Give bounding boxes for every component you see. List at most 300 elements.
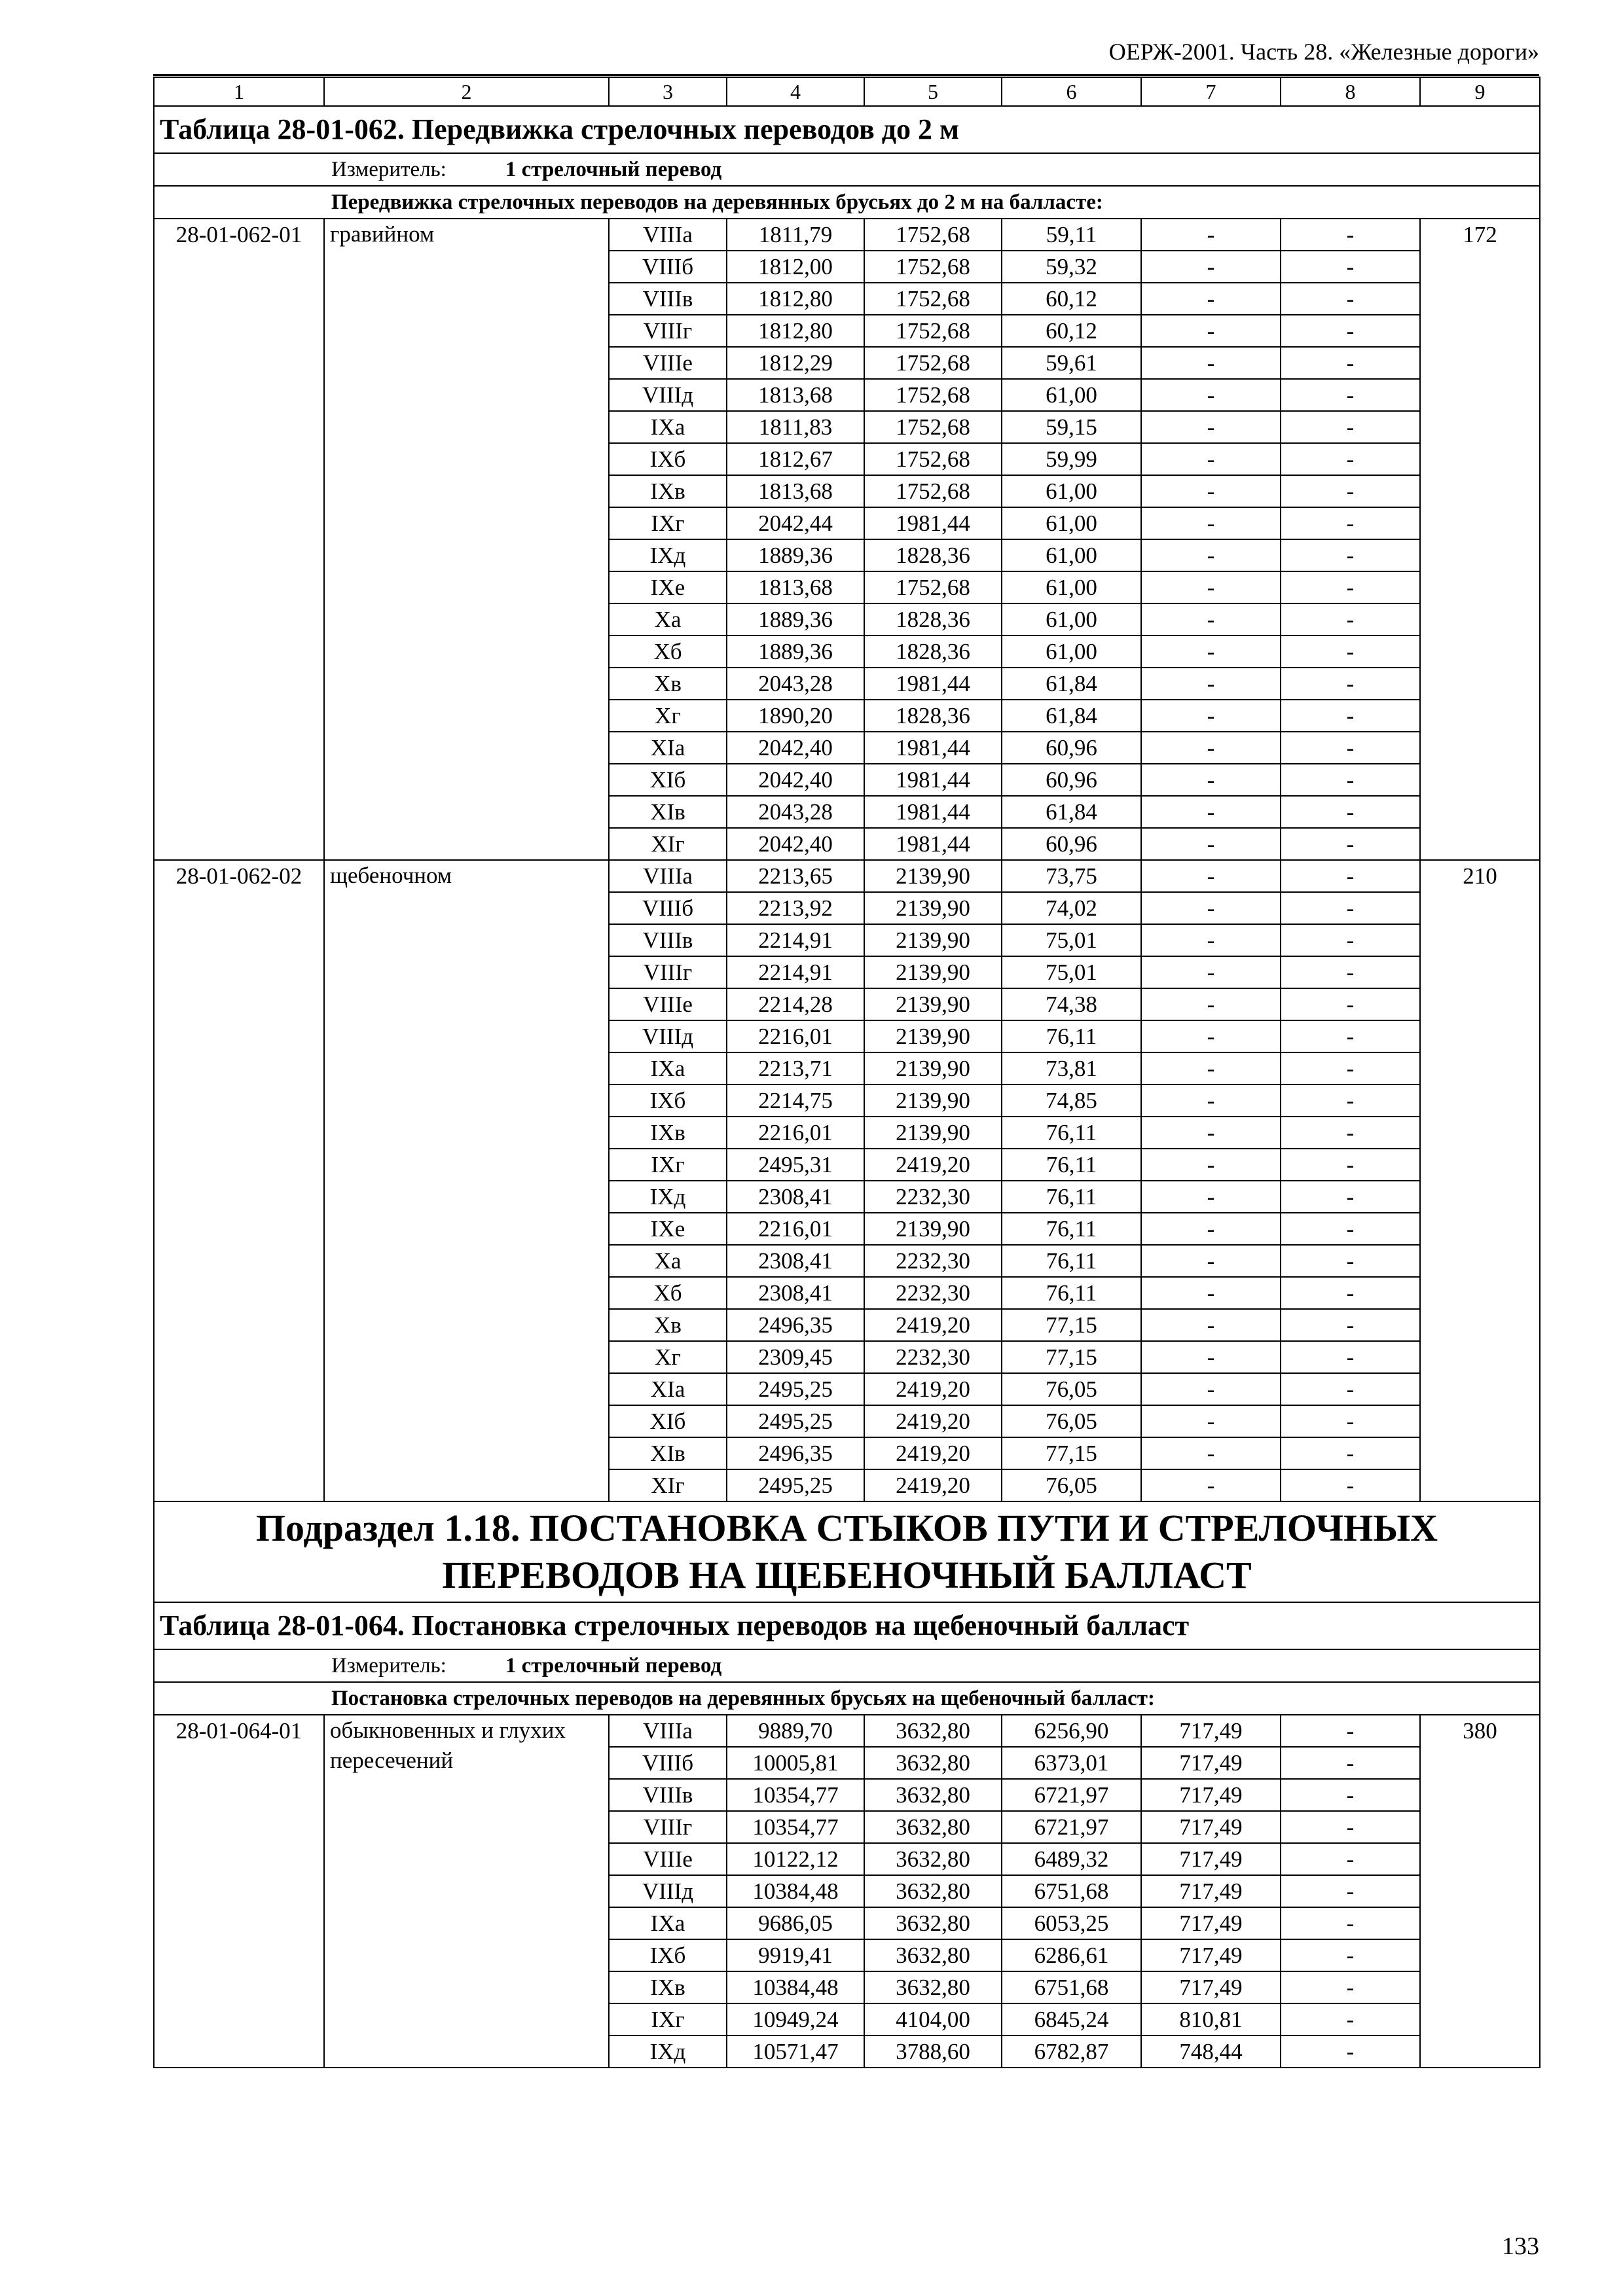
cell-value: 2213,92: [727, 892, 864, 924]
cell-value: -: [1141, 1341, 1281, 1373]
switch-type: IXв: [609, 1117, 727, 1149]
cell-value: -: [1141, 251, 1281, 283]
cell-value: -: [1141, 732, 1281, 764]
cell-value: -: [1281, 1149, 1420, 1181]
cell-value: 717,49: [1141, 1907, 1281, 1939]
cell-value: -: [1281, 1245, 1420, 1277]
cell-value: 6721,97: [1002, 1779, 1141, 1811]
cell-value: 2216,01: [727, 1020, 864, 1052]
switch-type: Xа: [609, 603, 727, 636]
header-rule: [153, 74, 1539, 76]
cell-value: -: [1281, 1309, 1420, 1341]
switch-type: XIб: [609, 764, 727, 796]
rate-code: 28-01-062-02: [154, 860, 324, 1501]
cell-value: 717,49: [1141, 1843, 1281, 1875]
cell-value: 61,84: [1002, 668, 1141, 700]
subheading-row: [154, 1682, 1540, 1715]
column-number: 1: [154, 77, 324, 106]
switch-type: VIIIа: [609, 860, 727, 892]
switch-type: VIIIб: [609, 251, 727, 283]
cell-value: 1828,36: [864, 636, 1002, 668]
norms-table: [153, 77, 1541, 2068]
cell-value: -: [1281, 411, 1420, 443]
cell-value: -: [1281, 1341, 1420, 1373]
cell-value: 1752,68: [864, 571, 1002, 603]
cell-value: 1812,00: [727, 251, 864, 283]
cell-value: 77,15: [1002, 1309, 1141, 1341]
switch-type: XIг: [609, 828, 727, 860]
cell-value: 717,49: [1141, 1939, 1281, 1971]
cell-value: -: [1141, 924, 1281, 956]
rate-code: 28-01-064-01: [154, 1715, 324, 2068]
cell-value: 6721,97: [1002, 1811, 1141, 1843]
cell-value: 10354,77: [727, 1811, 864, 1843]
cell-value: 717,49: [1141, 1779, 1281, 1811]
cell-value: -: [1141, 1149, 1281, 1181]
cell-value: -: [1141, 443, 1281, 475]
cell-value: 59,11: [1002, 219, 1141, 251]
switch-type: VIIIв: [609, 1779, 727, 1811]
cell-value: 74,85: [1002, 1085, 1141, 1117]
cell-value: 3632,80: [864, 1843, 1002, 1875]
switch-type: VIIIе: [609, 1843, 727, 1875]
section-title: Подраздел 1.18. ПОСТАНОВКА СТЫКОВ ПУТИ И СТРЕЛОЧНЫХ ПЕРЕВОДОВ НА ЩЕБЕНОЧНЫЙ БАЛЛАСТ: [154, 1501, 1540, 1602]
switch-type: Xв: [609, 1309, 727, 1341]
cell-value: 3632,80: [864, 1971, 1002, 2003]
cell-value: 1981,44: [864, 507, 1002, 539]
cell-value: 2308,41: [727, 1181, 864, 1213]
cell-value: -: [1281, 1747, 1420, 1779]
cell-value: 2309,45: [727, 1341, 864, 1373]
cell-value: 1889,36: [727, 539, 864, 571]
cell-value: -: [1281, 636, 1420, 668]
cell-value: 60,12: [1002, 283, 1141, 315]
switch-type: VIIIе: [609, 988, 727, 1020]
switch-type: Xг: [609, 1341, 727, 1373]
switch-type: XIа: [609, 1373, 727, 1405]
cell-value: 1981,44: [864, 828, 1002, 860]
cell-value: -: [1281, 1405, 1420, 1437]
cell-value: 2042,40: [727, 764, 864, 796]
cell-value: 2496,35: [727, 1309, 864, 1341]
switch-type: VIIIг: [609, 315, 727, 347]
cell-value: 75,01: [1002, 924, 1141, 956]
cell-value: 2214,91: [727, 924, 864, 956]
switch-type: IXд: [609, 539, 727, 571]
table-title-row: [154, 1602, 1540, 1649]
cell-value: 2496,35: [727, 1437, 864, 1469]
table-row: [154, 219, 1540, 251]
cell-value: -: [1141, 475, 1281, 507]
cell-value: 60,96: [1002, 828, 1141, 860]
switch-type: IXг: [609, 2003, 727, 2036]
cell-value: 1813,68: [727, 571, 864, 603]
cell-value: 1890,20: [727, 700, 864, 732]
switch-type: IXг: [609, 507, 727, 539]
section-title-row: [154, 1501, 1540, 1602]
cell-value: -: [1281, 796, 1420, 828]
cell-value: 2043,28: [727, 668, 864, 700]
cell-value: 61,00: [1002, 603, 1141, 636]
cell-value: 2495,25: [727, 1373, 864, 1405]
cell-value: -: [1281, 1811, 1420, 1843]
cell-value: -: [1141, 1181, 1281, 1213]
cell-value: 717,49: [1141, 1715, 1281, 1747]
cell-value: -: [1281, 892, 1420, 924]
rate-name: щебеночном: [324, 860, 609, 1501]
cell-value: 59,32: [1002, 251, 1141, 283]
cell-value: 1981,44: [864, 732, 1002, 764]
cell-value: -: [1281, 1117, 1420, 1149]
switch-type: IXа: [609, 411, 727, 443]
cell-value: -: [1141, 1052, 1281, 1085]
rate-name: обыкновенных и глухих пересечений: [324, 1715, 609, 2068]
cell-value: 1811,83: [727, 411, 864, 443]
column-number: 5: [864, 77, 1002, 106]
cell-value: 76,11: [1002, 1245, 1141, 1277]
cell-value: 10005,81: [727, 1747, 864, 1779]
cell-value: -: [1141, 956, 1281, 988]
cell-value: 1813,68: [727, 475, 864, 507]
switch-type: IXа: [609, 1052, 727, 1085]
cell-value: -: [1141, 1213, 1281, 1245]
cell-value: -: [1281, 2036, 1420, 2068]
cell-value: 9889,70: [727, 1715, 864, 1747]
cell-value: -: [1141, 283, 1281, 315]
cell-value: 3632,80: [864, 1939, 1002, 1971]
cell-value: 2232,30: [864, 1341, 1002, 1373]
switch-type: VIIIд: [609, 1020, 727, 1052]
cell-value: 2495,25: [727, 1405, 864, 1437]
cell-value: -: [1281, 1939, 1420, 1971]
cell-value: 3632,80: [864, 1811, 1002, 1843]
cell-value: 1981,44: [864, 668, 1002, 700]
column-number: 8: [1281, 77, 1420, 106]
cell-value: 76,11: [1002, 1117, 1141, 1149]
rate-code: 28-01-062-01: [154, 219, 324, 860]
column-number-row: [154, 77, 1540, 106]
cell-value: -: [1141, 636, 1281, 668]
cell-value: -: [1141, 219, 1281, 251]
cell-value: 2214,91: [727, 956, 864, 988]
subheading-row: [154, 186, 1540, 219]
cell-value: 2042,40: [727, 732, 864, 764]
cell-value: 2213,71: [727, 1052, 864, 1085]
document-sheet: [153, 77, 1539, 2068]
switch-type: IXд: [609, 2036, 727, 2068]
switch-type: IXб: [609, 1939, 727, 1971]
cell-value: 2213,65: [727, 860, 864, 892]
cell-value: 2139,90: [864, 892, 1002, 924]
cell-value: -: [1141, 1245, 1281, 1277]
cell-value: -: [1281, 603, 1420, 636]
cell-value: 1752,68: [864, 411, 1002, 443]
cell-value: 2139,90: [864, 1052, 1002, 1085]
cell-value: 73,81: [1002, 1052, 1141, 1085]
switch-type: Xг: [609, 700, 727, 732]
running-title: ОЕРЖ-2001. Часть 28. «Железные дороги»: [1108, 39, 1539, 65]
table-subheading: Передвижка стрелочных переводов на деревянных брусьях до 2 м на балласте:: [154, 186, 1540, 219]
cell-value: 1889,36: [727, 636, 864, 668]
table-title-row: [154, 106, 1540, 153]
cell-value: 3632,80: [864, 1907, 1002, 1939]
cell-value: -: [1281, 1907, 1420, 1939]
cell-value: 2308,41: [727, 1245, 864, 1277]
column-number: 2: [324, 77, 609, 106]
cell-value: 59,15: [1002, 411, 1141, 443]
switch-type: IXв: [609, 475, 727, 507]
meter-label: Измеритель:: [331, 1654, 447, 1677]
cell-value: -: [1141, 1277, 1281, 1309]
meter-value: 1 стрелочный перевод: [505, 158, 722, 181]
cell-value: 61,00: [1002, 379, 1141, 411]
cell-value: -: [1281, 507, 1420, 539]
cell-value: 2495,25: [727, 1469, 864, 1501]
cell-value: 2308,41: [727, 1277, 864, 1309]
cell-value: -: [1141, 892, 1281, 924]
cell-value: 1828,36: [864, 539, 1002, 571]
cell-value: 3632,80: [864, 1747, 1002, 1779]
cell-value: 1828,36: [864, 603, 1002, 636]
cell-value: 76,11: [1002, 1181, 1141, 1213]
switch-type: VIIIе: [609, 347, 727, 379]
table-subheading: Постановка стрелочных переводов на деревянных брусьях на щебеночный балласт:: [154, 1682, 1540, 1715]
cell-value: 60,96: [1002, 764, 1141, 796]
table-body: [154, 77, 1540, 2068]
switch-type: XIа: [609, 732, 727, 764]
cell-value: 6751,68: [1002, 1971, 1141, 2003]
cell-value: 76,05: [1002, 1405, 1141, 1437]
cell-value: -: [1281, 571, 1420, 603]
cell-value: 1752,68: [864, 283, 1002, 315]
cell-value: 2139,90: [864, 956, 1002, 988]
cell-value: -: [1141, 668, 1281, 700]
cell-value: -: [1141, 379, 1281, 411]
cell-value: 76,11: [1002, 1020, 1141, 1052]
cell-value: 1752,68: [864, 219, 1002, 251]
cell-value: 10949,24: [727, 2003, 864, 2036]
cell-value: -: [1281, 219, 1420, 251]
cell-value: 74,38: [1002, 988, 1141, 1020]
cell-value: 3788,60: [864, 2036, 1002, 2068]
cell-value: -: [1141, 1085, 1281, 1117]
switch-type: VIIIв: [609, 283, 727, 315]
switch-type: XIв: [609, 796, 727, 828]
cell-value: 6751,68: [1002, 1875, 1141, 1907]
cell-value: 77,15: [1002, 1437, 1141, 1469]
cell-value: 10122,12: [727, 1843, 864, 1875]
table-row: [154, 1715, 1540, 1747]
cell-value: -: [1281, 668, 1420, 700]
cell-value: 10354,77: [727, 1779, 864, 1811]
switch-type: VIIIд: [609, 379, 727, 411]
switch-type: XIб: [609, 1405, 727, 1437]
cell-value: 2139,90: [864, 1117, 1002, 1149]
cell-value: 73,75: [1002, 860, 1141, 892]
table-title: Таблица 28-01-064. Постановка стрелочных переводов на щебеночный балласт: [154, 1602, 1540, 1649]
cell-value: 1812,80: [727, 283, 864, 315]
cell-value: -: [1281, 732, 1420, 764]
cell-value: -: [1141, 828, 1281, 860]
rate-name: гравийном: [324, 219, 609, 860]
cell-value: -: [1281, 860, 1420, 892]
cell-value: -: [1141, 796, 1281, 828]
cell-value: 3632,80: [864, 1875, 1002, 1907]
table-title: Таблица 28-01-062. Передвижка стрелочных переводов до 2 м: [154, 106, 1540, 153]
cell-value: 61,00: [1002, 539, 1141, 571]
cell-value: -: [1141, 315, 1281, 347]
cell-value: 2139,90: [864, 860, 1002, 892]
cell-value: 2139,90: [864, 988, 1002, 1020]
switch-type: VIIIб: [609, 892, 727, 924]
column-9-value: 172: [1420, 219, 1540, 860]
cell-value: 1752,68: [864, 443, 1002, 475]
cell-value: 2419,20: [864, 1149, 1002, 1181]
switch-type: IXд: [609, 1181, 727, 1213]
cell-value: 2495,31: [727, 1149, 864, 1181]
cell-value: 74,02: [1002, 892, 1141, 924]
table-row: [154, 860, 1540, 892]
cell-value: 3632,80: [864, 1779, 1002, 1811]
cell-value: 1889,36: [727, 603, 864, 636]
switch-type: Xв: [609, 668, 727, 700]
cell-value: 1752,68: [864, 315, 1002, 347]
meter-label: Измеритель:: [331, 158, 447, 181]
cell-value: -: [1281, 764, 1420, 796]
cell-value: 77,15: [1002, 1341, 1141, 1373]
column-9-value: 380: [1420, 1715, 1540, 2068]
cell-value: 717,49: [1141, 1971, 1281, 2003]
cell-value: -: [1281, 1971, 1420, 2003]
column-9-value: 210: [1420, 860, 1540, 1501]
column-number: 4: [727, 77, 864, 106]
cell-value: 2419,20: [864, 1309, 1002, 1341]
switch-type: IXг: [609, 1149, 727, 1181]
cell-value: 2419,20: [864, 1405, 1002, 1437]
cell-value: 59,61: [1002, 347, 1141, 379]
switch-type: VIIIа: [609, 219, 727, 251]
cell-value: 76,11: [1002, 1149, 1141, 1181]
cell-value: 2216,01: [727, 1213, 864, 1245]
column-number: 6: [1002, 77, 1141, 106]
switch-type: VIIIа: [609, 1715, 727, 1747]
cell-value: 717,49: [1141, 1747, 1281, 1779]
cell-value: 61,00: [1002, 507, 1141, 539]
cell-value: 6373,01: [1002, 1747, 1141, 1779]
meter-line: [154, 153, 1540, 186]
cell-value: -: [1141, 1437, 1281, 1469]
cell-value: 61,00: [1002, 636, 1141, 668]
cell-value: -: [1281, 1277, 1420, 1309]
cell-value: -: [1281, 475, 1420, 507]
cell-value: -: [1281, 1052, 1420, 1085]
switch-type: IXе: [609, 571, 727, 603]
cell-value: -: [1141, 1469, 1281, 1501]
cell-value: 61,84: [1002, 700, 1141, 732]
cell-value: -: [1281, 1469, 1420, 1501]
switch-type: VIIIб: [609, 1747, 727, 1779]
switch-type: VIIIг: [609, 1811, 727, 1843]
cell-value: 2139,90: [864, 924, 1002, 956]
cell-value: 2042,44: [727, 507, 864, 539]
cell-value: -: [1141, 539, 1281, 571]
cell-value: 10384,48: [727, 1875, 864, 1907]
cell-value: -: [1281, 1373, 1420, 1405]
column-number: 7: [1141, 77, 1281, 106]
cell-value: 2419,20: [864, 1373, 1002, 1405]
switch-type: VIIIг: [609, 956, 727, 988]
meter-value: 1 стрелочный перевод: [505, 1654, 722, 1677]
cell-value: 61,00: [1002, 571, 1141, 603]
cell-value: 76,11: [1002, 1277, 1141, 1309]
cell-value: -: [1141, 507, 1281, 539]
cell-value: -: [1281, 539, 1420, 571]
cell-value: -: [1141, 1309, 1281, 1341]
cell-value: 60,96: [1002, 732, 1141, 764]
cell-value: 1811,79: [727, 219, 864, 251]
cell-value: 1813,68: [727, 379, 864, 411]
cell-value: -: [1281, 1085, 1420, 1117]
cell-value: 2042,40: [727, 828, 864, 860]
meter-row: [154, 1649, 1540, 1682]
cell-value: 61,00: [1002, 475, 1141, 507]
switch-type: VIIIв: [609, 924, 727, 956]
cell-value: 2232,30: [864, 1277, 1002, 1309]
cell-value: 1752,68: [864, 251, 1002, 283]
cell-value: -: [1141, 860, 1281, 892]
cell-value: 2216,01: [727, 1117, 864, 1149]
cell-value: 59,99: [1002, 443, 1141, 475]
switch-type: Xа: [609, 1245, 727, 1277]
cell-value: 76,11: [1002, 1213, 1141, 1245]
cell-value: 810,81: [1141, 2003, 1281, 2036]
meter-row: [154, 153, 1540, 186]
cell-value: -: [1281, 1213, 1420, 1245]
cell-value: 2139,90: [864, 1213, 1002, 1245]
switch-type: Xб: [609, 1277, 727, 1309]
cell-value: 76,05: [1002, 1469, 1141, 1501]
cell-value: 1981,44: [864, 796, 1002, 828]
switch-type: IXб: [609, 443, 727, 475]
cell-value: -: [1141, 603, 1281, 636]
cell-value: -: [1141, 1405, 1281, 1437]
cell-value: -: [1281, 828, 1420, 860]
switch-type: Xб: [609, 636, 727, 668]
cell-value: 75,01: [1002, 956, 1141, 988]
cell-value: -: [1281, 1437, 1420, 1469]
cell-value: 6845,24: [1002, 2003, 1141, 2036]
cell-value: -: [1141, 347, 1281, 379]
cell-value: 717,49: [1141, 1875, 1281, 1907]
cell-value: -: [1141, 411, 1281, 443]
cell-value: 2043,28: [727, 796, 864, 828]
cell-value: -: [1281, 443, 1420, 475]
cell-value: 1752,68: [864, 347, 1002, 379]
cell-value: 76,05: [1002, 1373, 1141, 1405]
cell-value: 6782,87: [1002, 2036, 1141, 2068]
cell-value: -: [1141, 700, 1281, 732]
switch-type: XIг: [609, 1469, 727, 1501]
cell-value: 1812,29: [727, 347, 864, 379]
cell-value: 2232,30: [864, 1245, 1002, 1277]
switch-type: IXе: [609, 1213, 727, 1245]
cell-value: -: [1281, 1779, 1420, 1811]
cell-value: -: [1281, 1020, 1420, 1052]
cell-value: -: [1281, 1715, 1420, 1747]
cell-value: -: [1281, 1181, 1420, 1213]
cell-value: 10571,47: [727, 2036, 864, 2068]
cell-value: 6256,90: [1002, 1715, 1141, 1747]
